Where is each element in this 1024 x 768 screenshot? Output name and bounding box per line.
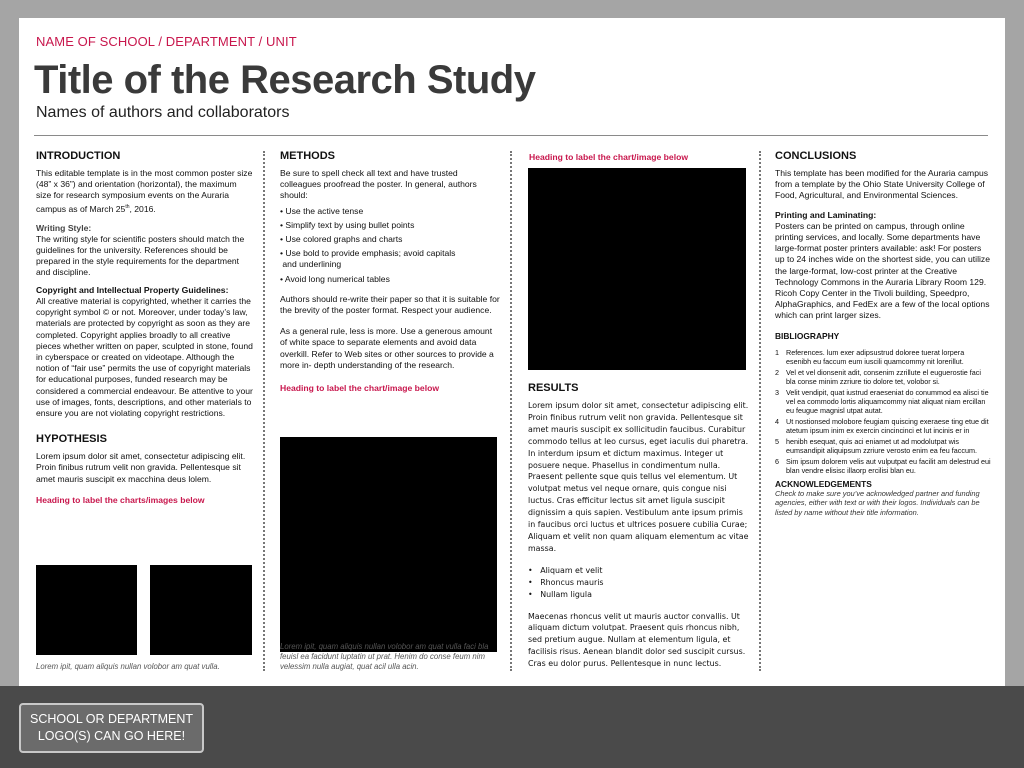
results-bullets [528, 565, 750, 601]
results-text-1: Lorem ipsum dolor sit amet, consectetur adipiscing elit. Proin finibus rutrum velit non gravida. Pellentesque sit amet mauris suscipit ex sollicitudin faucibus. Curabitur commodo tellus at leo cursus, eget iaculis dui pharetra. In interdum ipsum et dictum maximus. Integer ut posuere neque. Phasellus in condimentum nulla. Praesent pellente sque quis tellus vel elementum. Ut volutpat metus vel neque ornare, quis congue nisi luctus. Cras efficitur lectus sit amet ligula suscipit dignissim a quis sapien. Vestibulum ante ipsum primis in faucibus orci luctus et ultrices posuere cubilia Curae; Aliquam et velit non quam aliquam elementum ac vitae massa. [528, 401, 749, 553]
methods-heading: METHODS [280, 150, 335, 162]
results-heading: RESULTS [528, 382, 579, 394]
methods-chart-heading: Heading to label the chart/image below [280, 383, 440, 394]
column-separator-2 [510, 151, 512, 671]
column-separator-3 [759, 151, 761, 671]
list-item: • Aliquam et velit [528, 565, 603, 575]
bibliography-list [775, 348, 991, 475]
results-column [528, 382, 750, 670]
list-item: • Rhoncus mauris [528, 577, 604, 587]
header-divider [34, 135, 988, 136]
logo-line-1: SCHOOL OR DEPARTMENT [30, 712, 193, 726]
results-image-placeholder [528, 168, 746, 370]
list-item: • Simplify text by using bullet points [280, 219, 415, 230]
results-text-2: Maecenas rhoncus velit ut mauris auctor convallis. Ut aliquam dictum volutpat. Praesent quis rhoncus nibh, sed pretium augue. Nullam at elementum ligula, et facilisis risus. Aenean blandit dolor sed suscipit cursus. Cras eu dolor purus. Pellentesque in nunc lectus. [528, 611, 746, 669]
hypothesis-heading: HYPOTHESIS [36, 433, 107, 446]
list-item: • Avoid long numerical tables [280, 273, 390, 284]
conclusions-column [775, 150, 991, 517]
introduction-column [36, 150, 254, 506]
logo-placeholder [19, 703, 204, 753]
copyright-heading: Copyright and Intellectual Property Guidelines: [36, 284, 229, 295]
acknowledgements-heading: ACKNOWLEDGEMENTS [775, 478, 872, 489]
image-placeholder-1 [36, 565, 137, 655]
copyright-text: All creative material is copyrighted, whether it carries the copyright symbol © or not. Moreover, under today’s law, materials are protected by copyright as soon as they are completed. Copyright applies broadly to all creative pieces whether written on paper, sculpted in stone, found in cyberspace or created on videotape. Although the notion of “fair use” permits the use of copyright materials for educational purposes, funded research may be considered a commercial endeavour. Be attentive to your use of images, fonts, descriptions, and other materials to ensure you are not violating copyright restrictions. [36, 295, 253, 418]
methods-intro: Be sure to spell check all text and have trusted colleagues proofread the poster. In general, authors should: [280, 168, 477, 201]
list-item: 2 Vel et vel dionsenit adit, consenim zzrillute el euguerostie faci bla conse minim zzriure tio dolore tet, volobor si. [775, 367, 981, 386]
list-item: 6 Sim ipsum dolorem velis aut vulputpat eu facilit am delestrud eui blan vendre elisisc illaorp ercilisi blan eu. [775, 456, 991, 475]
results-chart-heading: Heading to label the chart/image below [529, 152, 689, 162]
column-separator-1 [263, 151, 265, 671]
list-item: • Nullam ligula [528, 589, 592, 599]
hypothesis-text: Lorem ipsum dolor sit amet, consectetur adipiscing elit. Proin finibus rutrum velit non gravida. Pellentesque sit amet mauris suscipit ex macchina deus lolem. [36, 451, 246, 484]
methods-text-3: As a general rule, less is more. Use a generous amount of white space to separate elements and avoid data overkill. Refer to Web sites or other sources to provide a more in- depth understanding of the research. [280, 326, 494, 370]
list-item: 1 References. lum exer adipsustrud doloree tuerat lorpera esenibh eu faccum eum iuscili quamcommy nit lorerillut. [775, 347, 965, 366]
list-item: 4 Ut nostionsed molobore feugiam quiscing exeraese ting etue dit atetum ipsum inim ex exercin cincincinci et lut incinis er in [775, 416, 989, 435]
methods-bullets [280, 206, 500, 285]
introduction-text: This editable template is in the most common poster size (48” x 36”) and orientation (horizontal), the maximum size for research symposium events on the Auraria campus as of March 25th, 2016. [36, 168, 253, 214]
image-placeholder-2 [150, 565, 252, 655]
hypothesis-caption: Lorem ipit, quam aliquis nullan volobor am quat vulla. [36, 662, 220, 671]
list-item: • Use the active tense [280, 205, 364, 216]
methods-column [280, 150, 500, 394]
writing-style-text: The writing style for scientific posters should match the guidelines for the university. References should be prepared in the style requirements for the department and discipline. [36, 233, 245, 278]
printing-heading: Printing and Laminating: [775, 209, 877, 220]
conclusions-heading: CONCLUSIONS [775, 150, 857, 162]
footer-bar [0, 686, 1024, 768]
list-item: 5 henibh esequat, quis aci eniamet ut ad modolutpat wis eumsandipit aliquipsum zzriure verosto enim ea feu faccum. [775, 436, 977, 455]
printing-text: Posters can be printed on campus, through online printing services, and locally. Some departments have large-format poster printers available: ask! For posters up to 24 inches wide on the shortest side, you can utilize the large-format, low-cost printer at the Creative Technology Commons in the Auraria Library Room 129. Ricoh Copy Center in the Tivoli building, Speedpro, AlphaGraphics, and FedEx are a few of the local options which can print larger sizes. [775, 220, 990, 321]
writing-style-heading: Writing Style: [36, 222, 92, 233]
authors: Names of authors and collaborators [36, 104, 290, 121]
methods-text-2: Authors should re-write their paper so that it is suitable for the brevity of the poster format. Respect your audience. [280, 293, 500, 316]
poster-title: Title of the Research Study [34, 58, 536, 102]
conclusions-text: This template has been modified for the Auraria campus from a template by the Ohio State University College of Food, Agricultural, and Environmental Sciences. [775, 168, 989, 201]
bibliography-heading: BIBLIOGRAPHY [775, 330, 840, 341]
school-name: NAME OF SCHOOL / DEPARTMENT / UNIT [36, 34, 297, 49]
list-item: • Use colored graphs and charts [280, 234, 403, 245]
acknowledgements-text: Check to make sure you’ve acknowledged partner and funding agencies, either with text or with their logos. Individuals can be listed by name without their title information. [775, 488, 980, 517]
methods-image-placeholder [280, 437, 497, 652]
methods-caption: Lorem ipit, quam aliquis nullan volobor am quat vulla faci bla feuisl ea facidunt luptatin ut prat. Henim do conse feum nim velessim nulla augiat, quat acil ulla acin. [280, 642, 489, 671]
introduction-heading: INTRODUCTION [36, 150, 121, 162]
poster [19, 18, 1005, 686]
hypothesis-chart-heading: Heading to label the charts/images below [36, 494, 205, 505]
logo-line-2: LOGO(S) CAN GO HERE! [37, 729, 186, 743]
list-item: 3 Velit vendipit, quat iustrud eraeseniat do conummod ea alisci tie vel ea commodo lortis aliquamcommy niat aliquat niam ercillan eu feugue magnisl utpat autat. [775, 387, 989, 415]
list-item: • Use bold to provide emphasis; avoid capitals and underlining [280, 248, 456, 270]
